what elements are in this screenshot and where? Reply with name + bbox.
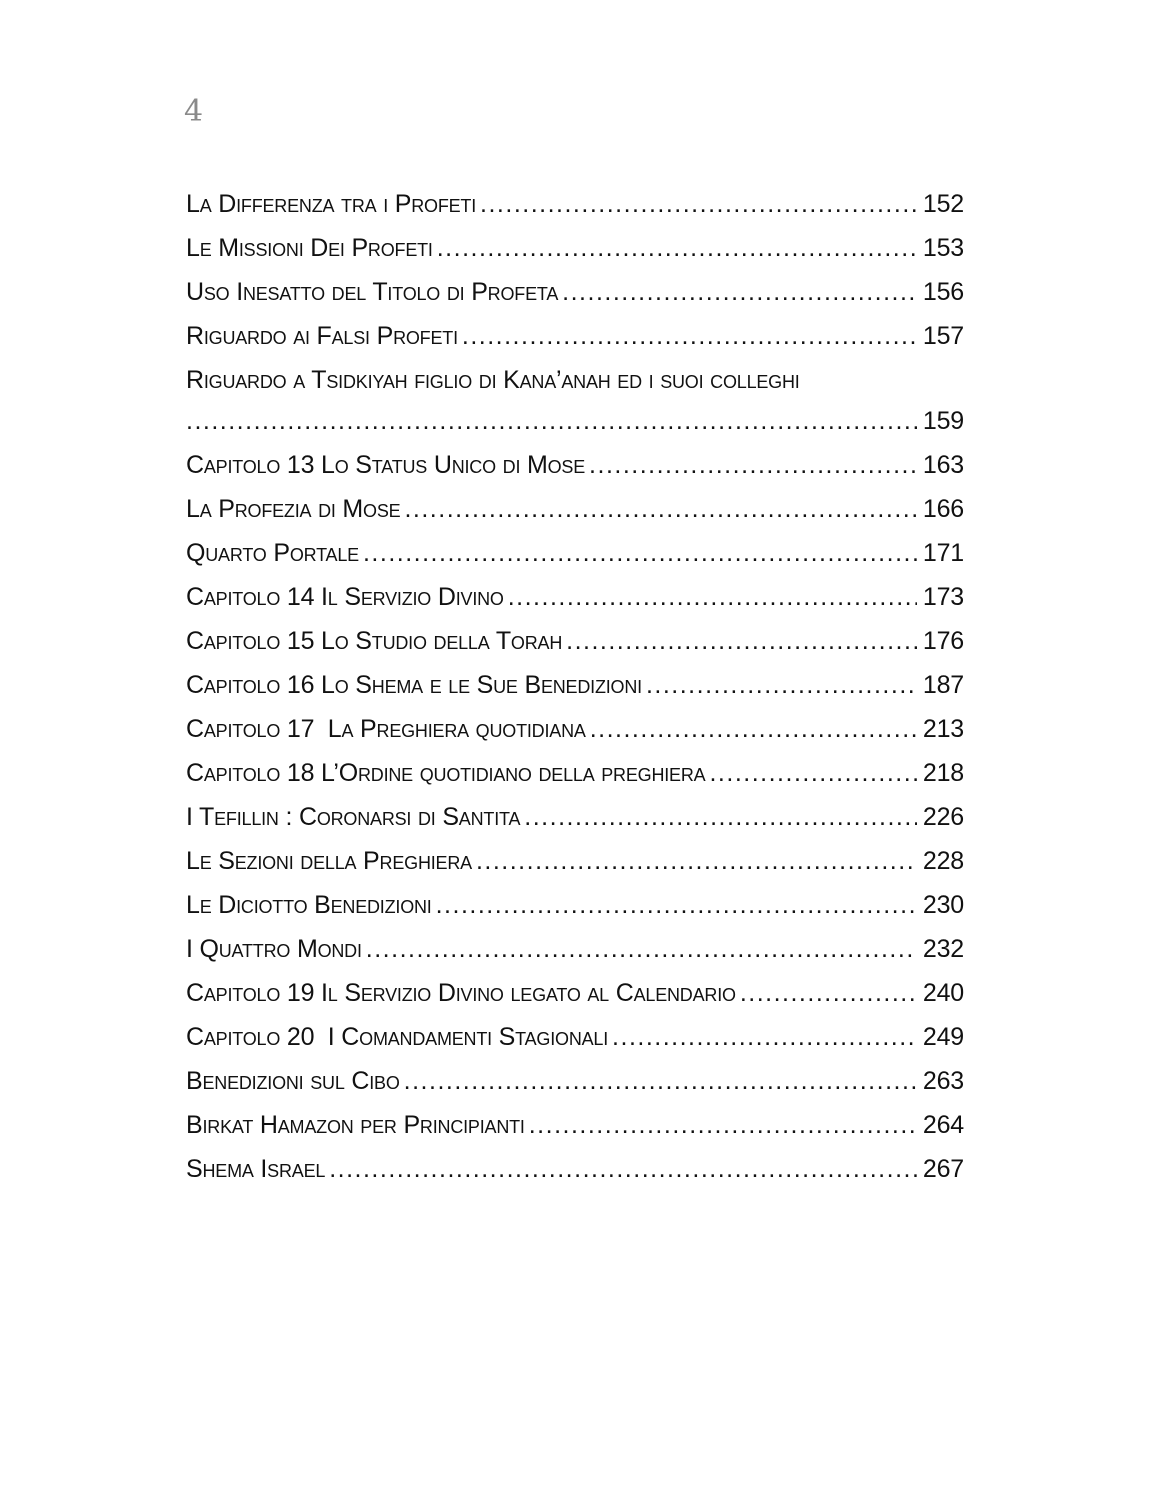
toc-leader-dots [612, 1023, 917, 1052]
toc-entry-page: 187 [922, 671, 964, 699]
toc-entry-title: Capitolo 20 I Comandamenti Stagionali [186, 1023, 609, 1051]
toc-entry-title: Capitolo 16 Lo Shema e le Sue Benedizioni [186, 671, 642, 699]
toc-entry[interactable] [186, 979, 964, 1023]
toc-entry-page: 176 [922, 627, 964, 655]
toc-entry-title: Riguardo ai Falsi Profeti [186, 322, 458, 350]
toc-entry-title: Capitolo 17 La Preghiera quotidiana [186, 715, 586, 743]
toc-entry-page: 263 [922, 1067, 964, 1095]
toc-leader-dots [436, 891, 917, 920]
toc-entry[interactable] [186, 847, 964, 891]
toc-entry-page: 163 [922, 451, 964, 479]
toc-entry-title: Capitolo 13 Lo Status Unico di Mose [186, 451, 586, 479]
toc-entry[interactable] [186, 278, 964, 322]
toc-entry-page: 152 [922, 190, 964, 218]
table-of-contents [186, 190, 964, 1199]
toc-entry-page: 159 [922, 407, 964, 435]
toc-entry-title: Quarto Portale [186, 539, 359, 567]
toc-entry-title: Capitolo 15 Lo Studio della Torah [186, 627, 563, 655]
toc-leader-dots [366, 935, 917, 964]
toc-entry[interactable] [186, 234, 964, 278]
toc-entry[interactable] [186, 891, 964, 935]
toc-entry-page: 230 [922, 891, 964, 919]
toc-entry[interactable] [186, 935, 964, 979]
toc-entry[interactable] [186, 759, 964, 803]
toc-entry-title: Riguardo a Tsidkiyah figlio di Kana’anah ed i suoi colleghi [186, 366, 800, 394]
toc-leader-dots [709, 759, 916, 788]
toc-entry-page: 157 [922, 322, 964, 350]
toc-entry-page: 232 [922, 935, 964, 963]
toc-entry[interactable] [186, 803, 964, 847]
toc-entry-page: 240 [922, 979, 964, 1007]
toc-entry[interactable] [186, 190, 964, 234]
toc-entry-page: 213 [922, 715, 964, 743]
toc-leader-dots [508, 583, 917, 612]
toc-leader-dots [590, 715, 917, 744]
toc-entry-title: La Differenza tra i Profeti [186, 190, 477, 218]
toc-entry-title: La Profezia di Mose [186, 495, 401, 523]
toc-entry-page: 267 [922, 1155, 964, 1183]
toc-entry-page: 249 [922, 1023, 964, 1051]
toc-entry-page: 153 [922, 234, 964, 262]
toc-entry-title: Uso Inesatto del Titolo di Profeta [186, 278, 559, 306]
toc-entry-page: 228 [922, 847, 964, 875]
toc-entry[interactable] [186, 366, 964, 407]
toc-leader-dots [566, 627, 917, 656]
toc-entry[interactable] [186, 1023, 964, 1067]
toc-entry-page: 264 [922, 1111, 964, 1139]
toc-leader-dots [404, 495, 916, 524]
toc-entry-title: Birkat Hamazon per Principianti [186, 1111, 525, 1139]
toc-entry-title: Capitolo 19 Il Servizio Divino legato al Calendario [186, 979, 736, 1007]
toc-entry-page: 218 [922, 759, 964, 787]
toc-leader-dots [404, 1067, 917, 1096]
toc-leader-dots [476, 847, 917, 876]
toc-entry[interactable] [186, 1067, 964, 1111]
toc-leader-dots [562, 278, 917, 307]
toc-entry[interactable] [186, 495, 964, 539]
toc-entry[interactable] [186, 671, 964, 715]
toc-entry[interactable] [186, 322, 964, 366]
toc-entry-title: I Quattro Mondi [186, 935, 362, 963]
toc-entry[interactable] [186, 539, 964, 583]
toc-entry[interactable] [186, 1155, 964, 1199]
page-number: 4 [184, 94, 204, 129]
toc-entry-title: Capitolo 18 L’Ordine quotidiano della preghiera [186, 759, 706, 787]
toc-entry[interactable] [186, 451, 964, 495]
toc-entry-title: Benedizioni sul Cibo [186, 1067, 400, 1095]
toc-entry-page: 171 [922, 539, 964, 567]
toc-entry-title: Le Missioni Dei Profeti [186, 234, 433, 262]
toc-entry[interactable] [186, 627, 964, 671]
toc-entry-title: Capitolo 14 Il Servizio Divino [186, 583, 504, 611]
toc-leader-dots [524, 803, 917, 832]
toc-entry-page: 173 [922, 583, 964, 611]
toc-entry[interactable] [186, 583, 964, 627]
toc-entry-page: 166 [922, 495, 964, 523]
toc-leader-dots [329, 1155, 917, 1184]
toc-entry-title: Shema Israel [186, 1155, 326, 1183]
toc-entry[interactable] [186, 715, 964, 759]
toc-leader-dots [480, 190, 917, 219]
toc-leader-dots [186, 407, 917, 436]
toc-entry-title: Le Sezioni della Preghiera [186, 847, 472, 875]
toc-leader-dots [437, 234, 917, 263]
toc-entry-title: Le Diciotto Benedizioni [186, 891, 432, 919]
toc-leader-dots [462, 322, 917, 351]
toc-leader-dots [646, 671, 917, 700]
toc-entry-title: I Tefillin : Coronarsi di Santita [186, 803, 521, 831]
toc-leader-dots [740, 979, 917, 1008]
toc-entry-continuation[interactable] [186, 407, 964, 451]
toc-leader-dots [589, 451, 917, 480]
toc-leader-dots [529, 1111, 917, 1140]
toc-entry-page: 156 [922, 278, 964, 306]
toc-entry-page: 226 [922, 803, 964, 831]
toc-leader-dots [363, 539, 917, 568]
toc-entry[interactable] [186, 1111, 964, 1155]
